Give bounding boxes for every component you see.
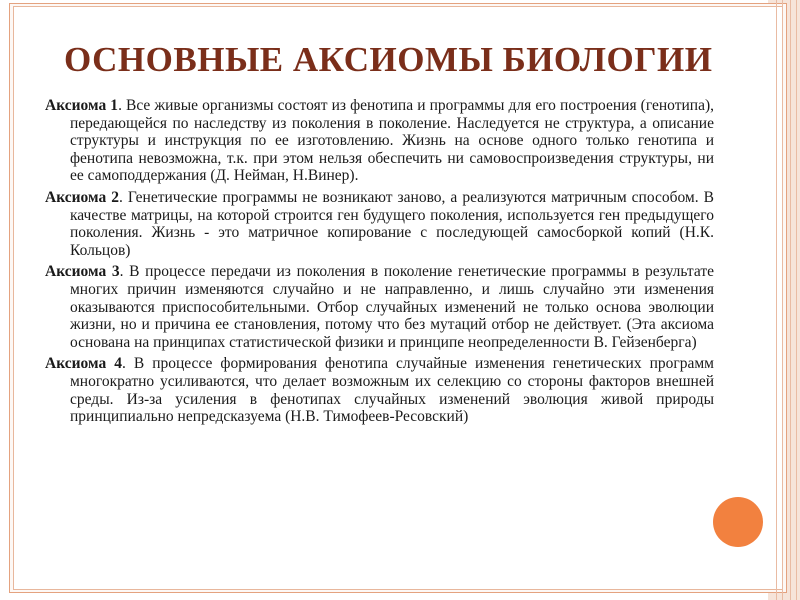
axiom-paragraph <box>45 189 714 259</box>
axiom-label: Аксиома 4 <box>45 355 122 373</box>
decorative-line <box>776 0 777 600</box>
axiom-label: Аксиома 1 <box>45 97 119 114</box>
decorative-line <box>790 0 791 600</box>
axiom-text: . В процессе передачи из поколения в поколение генетические программы в результате многих причин изменяются случайно и не направленно, и лишь случайно эти изменения оказываются приспособительными. Отбор случайных изменений не только основа эволюции жизни, но и причина ее становления, потому что без мутаций отбор не действует. (Эта аксиома основана на принципах статистической физики и принципе неопределенности В. Гейзенберга) <box>70 263 714 351</box>
axiom-text: . Генетические программы не возникают заново, а реализуются матричным способом. В качестве матрицы, на которой строится ген будущего поколения, используется ген предыдущего поколения. Жизнь - это матричное копирование с последующей самосборкой копий (Н.К. Кольцов) <box>70 188 714 259</box>
axiom-text: . Все живые организмы состоят из фенотипа и программы для его построения (генотипа), передающейся по наследству из поколения в поколение. Наследуется не структура, а описание структуры и инструкция по ее изготовлению. Жизнь на основе одного только генотипа и фенотипа невозможна, т.к. при этом нельзя обеспечить ни самовоспроизведения структуры, ни ее самоподдержания (Д. Нейман, Н.Винер). <box>70 97 714 185</box>
decorative-line <box>782 0 783 600</box>
decorative-circle-icon <box>713 497 763 547</box>
axiom-label: Аксиома 2 <box>45 188 119 206</box>
axiom-paragraph <box>45 97 714 185</box>
slide-body <box>45 97 714 430</box>
axiom-label: Аксиома 3 <box>45 263 120 281</box>
axiom-paragraph <box>45 355 714 425</box>
decorative-line <box>796 0 797 600</box>
axiom-paragraph <box>45 263 714 351</box>
slide-title: ОСНОВНЫЕ АКСИОМЫ БИОЛОГИИ <box>64 40 713 79</box>
axiom-text: . В процессе формирования фенотипа случайные изменения генетических программ многократно усиливаются, что делает возможным их селекцию со стороны факторов внешней среды. Из-за усиления в фенотипах случайных изменений эволюция живой природы принципиально непредсказуема (Н.В. Тимофеев-Ресовский) <box>70 355 714 426</box>
